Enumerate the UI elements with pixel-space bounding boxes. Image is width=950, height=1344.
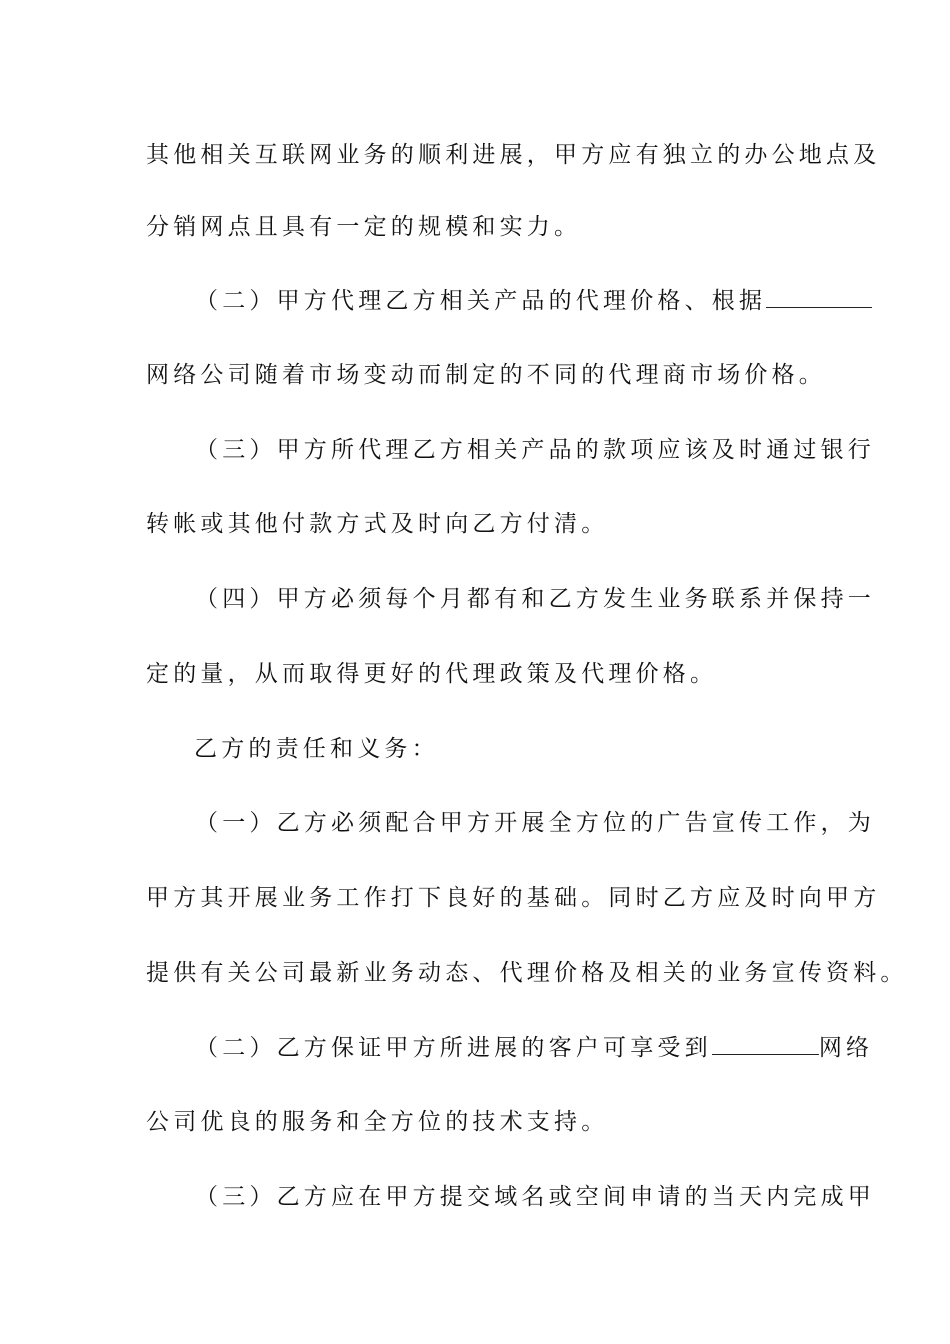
paragraph-line: （三）甲方所代理乙方相关产品的款项应该及时通过银行 bbox=[195, 437, 875, 463]
paragraph-line: 公司优良的服务和全方位的技术支持。 bbox=[146, 1109, 609, 1135]
line-text: （二）甲方代理乙方相关产品的代理价格、根据 bbox=[195, 288, 767, 314]
paragraph-line bbox=[195, 286, 872, 316]
paragraph-line: 定的量，从而取得更好的代理政策及代理价格。 bbox=[146, 661, 718, 687]
fill-in-blank bbox=[766, 287, 872, 308]
fill-in-blank bbox=[712, 1034, 819, 1055]
paragraph-line: 甲方其开展业务工作打下良好的基础。同时乙方应及时向甲方 bbox=[146, 885, 881, 911]
line-text: （二）乙方保证甲方所进展的客户可享受到 bbox=[195, 1035, 712, 1061]
paragraph-line: 分销网点且具有一定的规模和实力。 bbox=[146, 214, 582, 240]
line-text: 网络 bbox=[818, 1035, 874, 1061]
paragraph-line: （四）甲方必须每个月都有和乙方发生业务联系并保持一 bbox=[195, 586, 875, 612]
paragraph-line bbox=[195, 1033, 873, 1063]
paragraph-line: 转帐或其他付款方式及时向乙方付清。 bbox=[146, 511, 609, 537]
paragraph-line: （三）乙方应在甲方提交域名或空间申请的当天内完成甲 bbox=[195, 1184, 875, 1210]
paragraph-line: 提供有关公司最新业务动态、代理价格及相关的业务宣传资料。 bbox=[146, 960, 908, 986]
section-heading: 乙方的责任和义务： bbox=[194, 736, 439, 762]
paragraph-line: 其他相关互联网业务的顺利进展，甲方应有独立的办公地点及 bbox=[146, 142, 881, 168]
paragraph-line: （一）乙方必须配合甲方开展全方位的广告宣传工作，为 bbox=[195, 810, 875, 836]
paragraph-line: 网络公司随着市场变动而制定的不同的代理商市场价格。 bbox=[146, 362, 826, 388]
